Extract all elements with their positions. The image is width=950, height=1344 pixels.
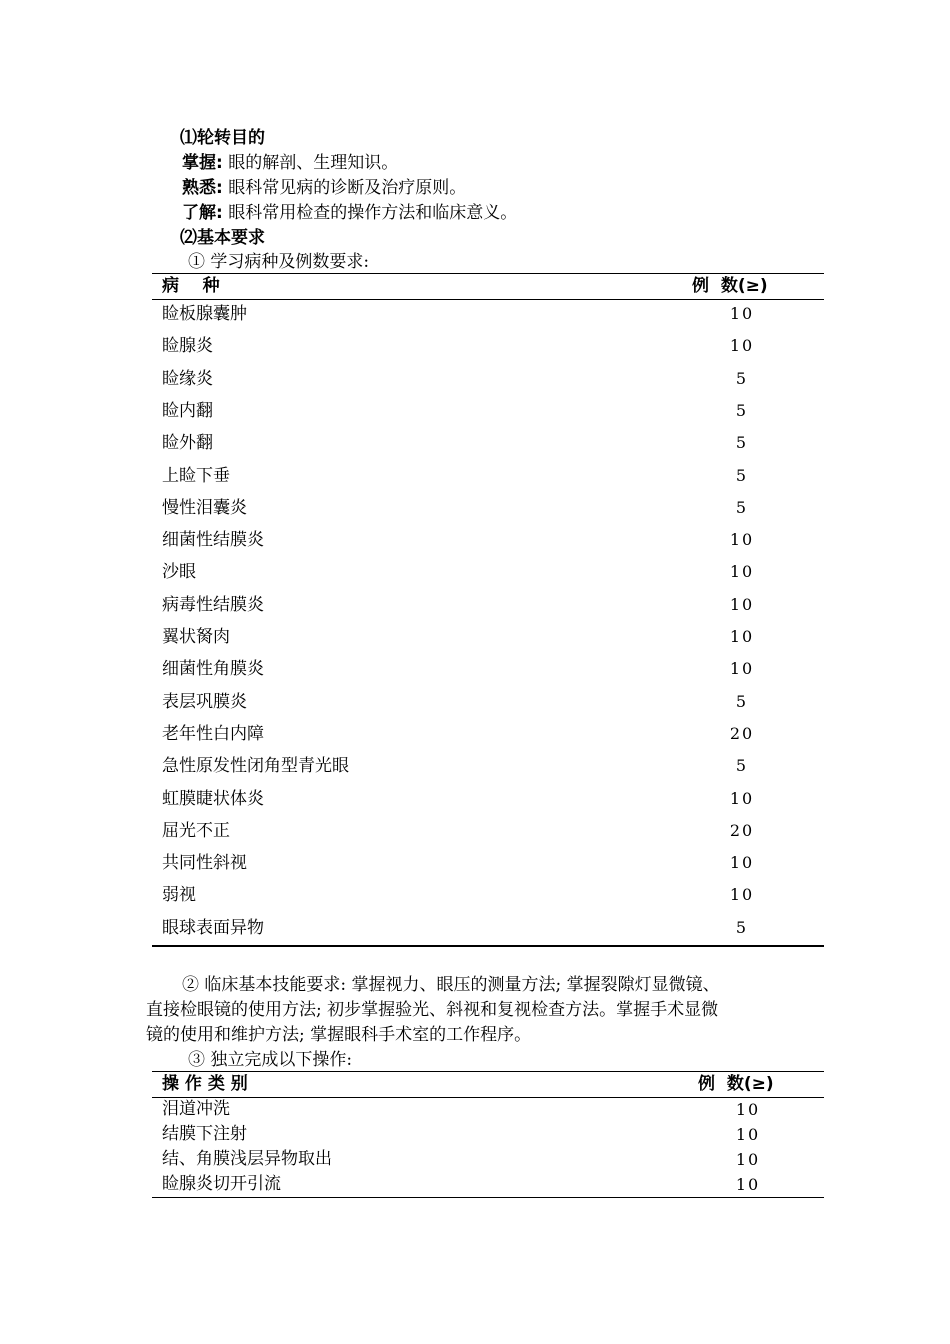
paragraph-line: 镜的使用和维护方法; 掌握眼科手术室的工作程序。 xyxy=(146,1025,532,1045)
row-count: 10 xyxy=(735,1125,761,1144)
row-count: 20 xyxy=(729,820,755,840)
row-name: 睑外翻 xyxy=(162,433,213,454)
table-row xyxy=(152,1172,824,1197)
table-row xyxy=(152,686,824,718)
objective-label: 掌握: xyxy=(182,153,223,173)
disease-table xyxy=(152,273,824,948)
objective-label: 了解: xyxy=(182,203,223,223)
row-count: 5 xyxy=(735,691,749,711)
objective-familiar xyxy=(182,177,466,199)
table-row xyxy=(152,556,824,588)
paragraph-line: 直接检眼镜的使用方法; 初步掌握验光、斜视和复视检查方法。掌握手术显微 xyxy=(146,1000,719,1020)
subsection-disease-requirements: ① 学习病种及例数要求: xyxy=(188,252,370,272)
table-row xyxy=(152,1097,824,1122)
row-name: 屈光不正 xyxy=(162,820,230,841)
row-name: 睑内翻 xyxy=(162,400,213,421)
row-name: 细菌性结膜炎 xyxy=(162,530,264,551)
row-name: 表层巩膜炎 xyxy=(162,691,247,712)
header-case-count: 例 数(≥) xyxy=(698,1074,774,1094)
row-name: 上睑下垂 xyxy=(162,465,230,486)
table-row xyxy=(152,589,824,621)
objective-text: 眼科常见病的诊断及治疗原则。 xyxy=(228,178,467,198)
row-name: 细菌性角膜炎 xyxy=(162,659,264,680)
table-row xyxy=(152,653,824,685)
table-row xyxy=(152,847,824,879)
operation-table xyxy=(152,1071,824,1201)
subsection-independent-operations: ③ 独立完成以下操作: xyxy=(188,1050,353,1070)
table-row xyxy=(152,330,824,362)
table-row xyxy=(152,460,824,492)
row-name: 虹膜睫状体炎 xyxy=(162,788,264,809)
table-row xyxy=(152,718,824,750)
row-name: 睑腺炎 xyxy=(162,336,213,357)
row-count: 5 xyxy=(735,756,749,776)
table-row xyxy=(152,427,824,459)
row-count: 5 xyxy=(735,433,749,453)
table-row xyxy=(152,1122,824,1147)
section-basic-requirements-title: ⑵基本要求 xyxy=(180,228,265,248)
table-row xyxy=(152,879,824,911)
row-count: 10 xyxy=(729,304,755,323)
row-count: 5 xyxy=(735,400,749,420)
row-name: 睑缘炎 xyxy=(162,368,213,389)
row-count: 5 xyxy=(735,917,749,937)
row-count: 10 xyxy=(729,659,755,679)
table-header xyxy=(152,273,824,300)
table-row xyxy=(152,815,824,847)
table-row xyxy=(152,1147,824,1172)
row-name: 慢性泪囊炎 xyxy=(162,497,247,518)
table-row xyxy=(152,363,824,395)
table-row xyxy=(152,524,824,556)
objective-label: 熟悉: xyxy=(182,178,223,198)
clinical-skills-paragraph xyxy=(146,973,826,1048)
row-count: 20 xyxy=(729,723,755,743)
row-name: 泪道冲洗 xyxy=(162,1099,230,1119)
row-count: 10 xyxy=(729,336,755,356)
row-name: 眼球表面异物 xyxy=(162,917,264,938)
header-operation-type: 操 作 类 别 xyxy=(162,1074,248,1094)
table-row xyxy=(152,395,824,427)
table-header xyxy=(152,1071,824,1098)
section-rotation-purpose-title: ⑴轮转目的 xyxy=(180,128,265,148)
row-name: 结、角膜浅层异物取出 xyxy=(162,1149,332,1169)
row-count: 10 xyxy=(729,627,755,646)
row-count: 10 xyxy=(735,1100,761,1119)
row-count: 5 xyxy=(735,368,749,388)
table-bottom-rule xyxy=(152,1197,824,1198)
header-case-count: 例 数(≥) xyxy=(692,276,768,296)
row-count: 10 xyxy=(729,594,755,614)
row-count: 10 xyxy=(729,853,755,873)
table-row xyxy=(152,783,824,815)
table-row xyxy=(152,750,824,782)
row-name: 弱视 xyxy=(162,885,196,906)
table-row xyxy=(152,912,824,944)
row-name: 病毒性结膜炎 xyxy=(162,594,264,615)
row-name: 老年性白内障 xyxy=(162,723,264,744)
paragraph-line: ② 临床基本技能要求: 掌握视力、眼压的测量方法; 掌握裂隙灯显微镜、 xyxy=(182,975,720,995)
row-count: 10 xyxy=(729,885,755,905)
row-name: 翼状胬肉 xyxy=(162,627,230,647)
row-name: 共同性斜视 xyxy=(162,853,247,874)
row-name: 睑板腺囊肿 xyxy=(162,304,247,324)
row-count: 10 xyxy=(735,1150,761,1169)
table-row xyxy=(152,492,824,524)
row-count: 5 xyxy=(735,465,749,485)
table-bottom-rule xyxy=(152,945,824,947)
row-count: 5 xyxy=(735,497,749,517)
objective-master xyxy=(182,152,398,174)
row-name: 沙眼 xyxy=(162,562,196,583)
row-name: 结膜下注射 xyxy=(162,1124,247,1144)
header-disease: 病 种 xyxy=(162,276,220,296)
row-name: 急性原发性闭角型青光眼 xyxy=(162,756,349,777)
row-count: 10 xyxy=(735,1175,761,1194)
table-row xyxy=(152,298,824,330)
row-count: 10 xyxy=(729,788,755,808)
objective-text: 眼科常用检查的操作方法和临床意义。 xyxy=(228,203,518,223)
row-count: 10 xyxy=(729,562,755,582)
row-name: 睑腺炎切开引流 xyxy=(162,1174,281,1194)
table-row xyxy=(152,621,824,653)
objective-understand xyxy=(182,202,517,224)
objective-text: 眼的解剖、生理知识。 xyxy=(228,153,399,173)
row-count: 10 xyxy=(729,530,755,550)
